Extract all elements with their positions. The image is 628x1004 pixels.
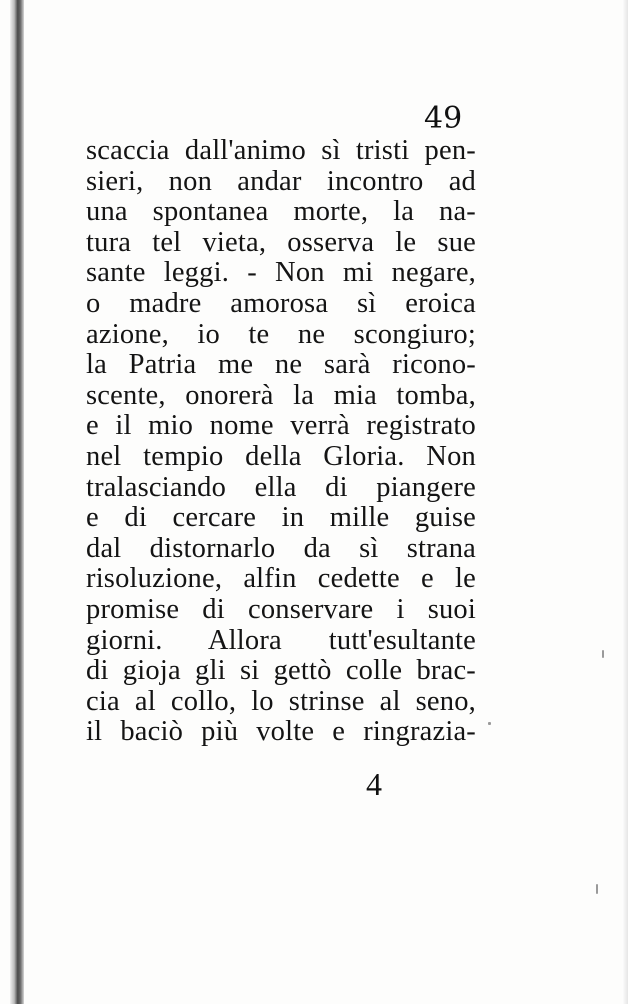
text-line: dal distornarlo da sì strana — [86, 532, 476, 564]
page-binding-edge — [10, 0, 24, 1004]
text-line: tura tel vieta, osserva le sue — [86, 226, 476, 258]
paper-speck — [596, 884, 598, 894]
text-line: azione, io te ne scongiuro; — [86, 318, 476, 350]
text-line: nel tempio della Gloria. Non — [86, 440, 476, 472]
text-line: giorni. Allora tutt'esultante — [86, 624, 476, 656]
text-line: cia al collo, lo strinse al seno, — [86, 685, 476, 717]
text-line: promise di conservare i suoi — [86, 593, 476, 625]
text-line: e di cercare in mille guise — [86, 502, 476, 534]
text-line: una spontanea morte, la na- — [86, 196, 476, 228]
text-line: scaccia dall'animo sì tristi pen- — [86, 135, 476, 166]
text-line: sieri, non andar incontro ad — [86, 165, 476, 197]
page-right-edge — [622, 0, 628, 1004]
text-line: risoluzione, alfin cedette e le — [86, 563, 476, 595]
paper-speck — [602, 650, 604, 658]
text-line: scente, onorerà la mia tomba, — [86, 379, 476, 411]
text-line: sante leggi. - Non mi negare, — [86, 257, 476, 289]
text-line: il baciò più volte e ringrazia- — [86, 716, 476, 748]
signature-mark: 4 — [366, 766, 382, 802]
text-line: e il mio nome verrà registrato — [86, 410, 476, 442]
text-line: o madre amorosa sì eroica — [86, 287, 476, 319]
text-line: di gioja gli si gettò colle brac- — [86, 655, 476, 687]
text-line: tralasciando ella di piangere — [86, 471, 476, 503]
body-text — [86, 136, 476, 748]
page-number: 49 — [424, 101, 463, 136]
paper-speck — [488, 722, 491, 725]
text-line: la Patria me ne sarà ricono- — [86, 349, 476, 381]
